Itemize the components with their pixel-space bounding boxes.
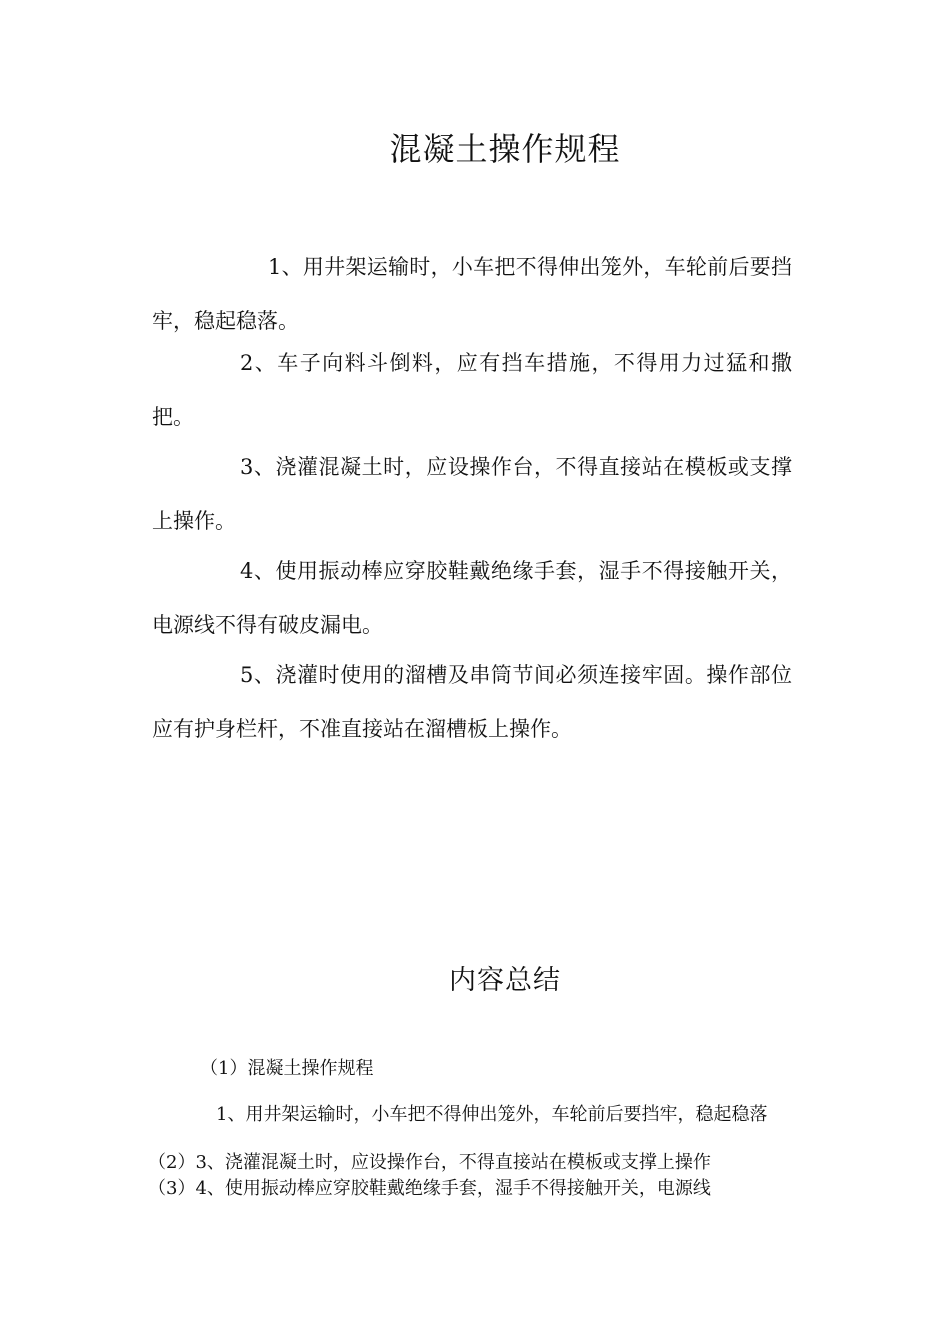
rule-paragraph-1: 1、用井架运输时，小车把不得伸出笼外，车轮前后要挡牢，稳起稳落。 [152, 255, 792, 333]
summary-item-3: （3）4、使用振动棒应穿胶鞋戴绝缘手套，湿手不得接触开关，电源线 [148, 1178, 711, 1199]
summary-item-2: （2）3、浇灌混凝土时，应设操作台，不得直接站在模板或支撑上操作 [148, 1152, 711, 1173]
document-title: 混凝土操作规程 [389, 130, 621, 168]
summary-heading: （1）混凝土操作规程 [200, 1058, 374, 1079]
summary-item-1: 1、用井架运输时，小车把不得伸出笼外，车轮前后要挡牢，稳起稳落 [216, 1104, 768, 1125]
rule-paragraph-5: 5、浇灌时使用的溜槽及串筒节间必须连接牢固。操作部位应有护身栏杆，不准直接站在溜槽板上操作。 [152, 663, 792, 741]
rule-paragraph-3: 3、浇灌混凝土时，应设操作台，不得直接站在模板或支撑上操作。 [152, 455, 792, 533]
rule-paragraph-4: 4、使用振动棒应穿胶鞋戴绝缘手套，湿手不得接触开关，电源线不得有破皮漏电。 [152, 559, 792, 637]
rule-paragraph-2: 2、车子向料斗倒料，应有挡车措施，不得用力过猛和撒把。 [152, 351, 792, 429]
summary-title: 内容总结 [449, 965, 561, 996]
